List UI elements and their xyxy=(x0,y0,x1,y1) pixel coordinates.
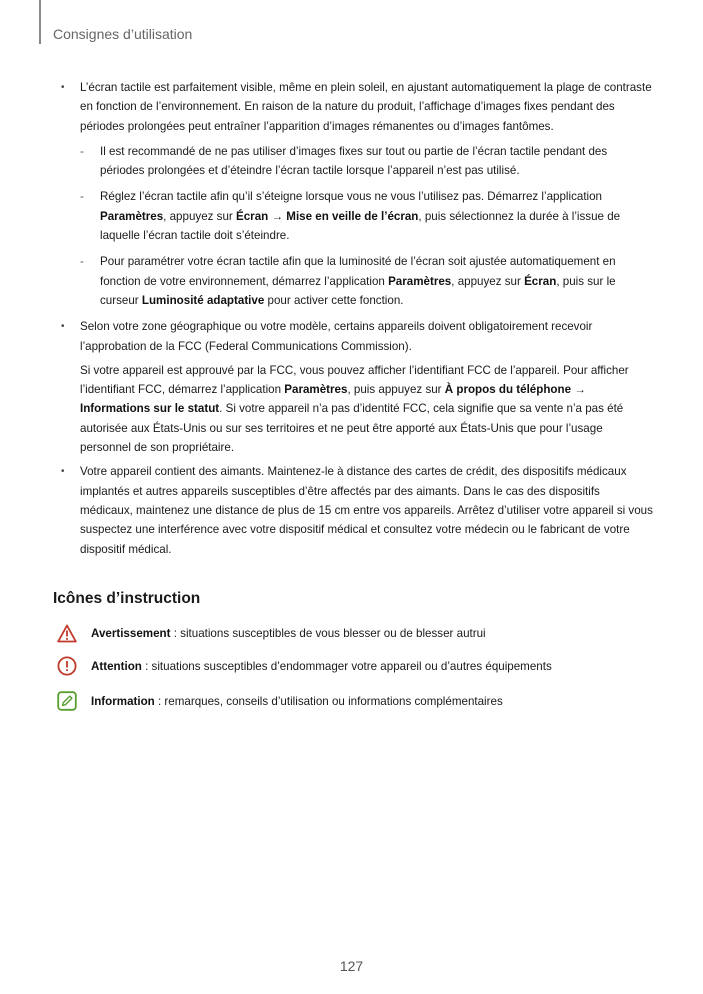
sub-text: Pour paramétrer votre écran tactile afin que la luminosité de l’écran soit ajustée automatiquement en fonction de votre environnement, démarrez l’application Paramètres, appuyez sur Écran, puis sur le curseur Luminosité adaptative pour activer cette fonction. xyxy=(100,255,616,307)
menu-term: Écran xyxy=(236,209,269,223)
icon-legend-label: Information xyxy=(91,694,155,708)
sub-item xyxy=(80,252,653,310)
bullet-text: L’écran tactile est parfaitement visible, même en plein soleil, en ajustant automatiquement la plage de contraste en fonction de l’environnement. En raison de la nature du produit, l’affichage d’images fixes pendant des périodes prolongées peut entraîner l’apparition d’images rémanentes ou d’images fantômes. xyxy=(80,81,652,133)
sub-item xyxy=(80,142,653,181)
caution-circle-icon xyxy=(57,656,77,676)
menu-term: Mise en veille de l’écran xyxy=(286,209,419,223)
bullet-text: Si votre appareil est approuvé par la FCC, vous pouvez afficher l’identifiant FCC de l’appareil. Pour afficher l’identifiant FCC, démarrez l’application Paramètres, puis appuyez sur À propos du téléphone → Informations sur le statut. Si votre appareil n’a pas d’identité FCC, cela signifie que sa vente n’a pas été autorisée aux États-Unis ou sur ses territoires et ne peut être apporté aux États-Unis que pour l’usage personnel de son propriétaire. xyxy=(80,363,629,455)
bullet-text: Votre appareil contient des aimants. Maintenez-le à distance des cartes de crédit, des dispositifs médicaux implantés et autres appareils susceptibles d’être affectés par des aimants. Dans le cas des dispositifs médicaux, maintenez une distance de plus de 15 cm entre vos appareils. Arrêtez d’utiliser votre appareil si vous suspectez une interférence avec votre dispositif médical et consultez votre médecin ou le fabricant de votre dispositif médical. xyxy=(80,465,653,556)
icon-legend-text: : remarques, conseils d’utilisation ou informations complémentaires xyxy=(154,694,503,708)
icon-legend-information xyxy=(57,690,503,712)
menu-term: Luminosité adaptative xyxy=(141,293,265,307)
sub-mark: - xyxy=(80,144,84,158)
header-rule xyxy=(39,0,41,44)
section-title: Icônes d’instruction xyxy=(53,590,201,607)
sub-text: Réglez l’écran tactile afin qu’il s’éteigne lorsque vous ne vous l’utilisez pas. Démarrez l’application Paramètres, appuyez sur Écran → Mise en veille de l’écran, puis sélectionnez la durée à l’issue de laquelle l’écran tactile doit s’éteindre. xyxy=(100,190,621,243)
bullet-item xyxy=(0,462,703,558)
page-number: 127 xyxy=(339,958,364,974)
icon-legend-warning xyxy=(57,622,486,644)
sub-mark: - xyxy=(80,255,84,269)
icon-legend-label: Avertissement xyxy=(91,626,171,640)
bullet-text: Selon votre zone géographique ou votre modèle, certains appareils doivent obligatoirement recevoir l’approbation de la FCC (Federal Communications Commission). xyxy=(80,320,593,353)
menu-term: Informations sur le statut xyxy=(80,402,220,416)
bullet-mark: • xyxy=(61,466,65,478)
icon-legend-text: : situations susceptibles de vous blesser ou de blesser autrui xyxy=(170,626,486,640)
warning-triangle-icon xyxy=(57,623,77,643)
icon-legend-text: : situations susceptibles d’endommager votre appareil ou d’autres équipements xyxy=(141,659,552,673)
bullet-mark: • xyxy=(61,321,65,333)
bullet-mark: • xyxy=(61,82,65,93)
menu-term: À propos du téléphone xyxy=(444,383,572,397)
bullet-item xyxy=(0,78,703,310)
sub-list xyxy=(80,142,653,310)
menu-term: Écran xyxy=(524,274,557,288)
header-title: Consignes d’utilisation xyxy=(53,26,193,42)
bullet-item xyxy=(0,317,703,457)
menu-term: Paramètres xyxy=(284,383,348,397)
content xyxy=(0,78,703,564)
note-pencil-icon xyxy=(57,691,77,711)
menu-term: Paramètres xyxy=(100,209,164,223)
sub-mark: - xyxy=(80,190,84,204)
icon-legend-label: Attention xyxy=(91,659,142,673)
menu-term: Paramètres xyxy=(388,274,452,288)
sub-item xyxy=(80,187,653,245)
sub-text: Il est recommandé de ne pas utiliser d’images fixes sur tout ou partie de l’écran tactile pendant des périodes prolongées et d’éteindre l’écran tactile lorsque l’appareil n’est pas utilisé. xyxy=(100,144,608,178)
icon-legend-caution xyxy=(57,655,552,677)
